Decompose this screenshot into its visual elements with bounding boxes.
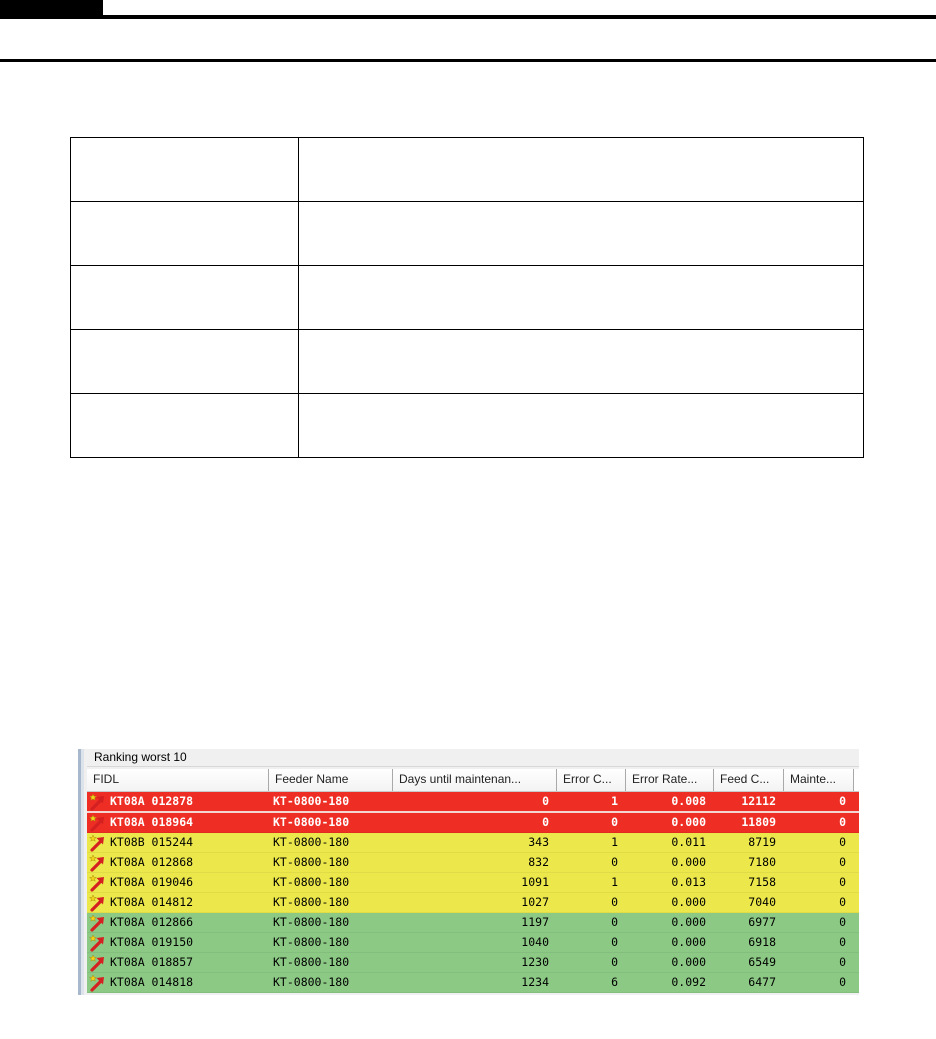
spec-row [71, 138, 864, 202]
table-row[interactable] [87, 833, 859, 853]
spec-label-cell [71, 394, 299, 458]
table-row[interactable] [87, 853, 859, 873]
fidl-cell [87, 853, 269, 872]
column-header-maintenance[interactable]: Mainte... [784, 769, 854, 791]
error-rate-cell: 0.000 [671, 935, 706, 949]
maintenance-cell: 0 [839, 815, 846, 829]
error-rate-cell: 0.092 [671, 975, 706, 989]
spec-table [70, 137, 864, 458]
feed-count-cell: 7180 [748, 855, 776, 869]
fidl-cell [87, 973, 269, 992]
table-row[interactable] [87, 792, 859, 813]
feeder-arrow-icon [89, 834, 107, 852]
panel-title: Ranking worst 10 [94, 750, 187, 764]
feed-count-cell: 6977 [748, 915, 776, 929]
maintenance-cell: 0 [839, 855, 846, 869]
column-header-days-until-maintenance[interactable]: Days until maintenan... [393, 769, 557, 791]
days-until-maintenance-cell: 0 [542, 815, 549, 829]
error-count-cell: 0 [611, 915, 618, 929]
feeder-arrow-icon [89, 914, 107, 932]
maintenance-cell: 0 [839, 935, 846, 949]
feeder-arrow-icon [89, 854, 107, 872]
days-until-maintenance-cell: 343 [528, 835, 549, 849]
feeder-name-cell: KT-0800-180 [273, 955, 350, 969]
maintenance-cell: 0 [839, 975, 846, 989]
spec-row [71, 266, 864, 330]
fidl-label: KT08A 018964 [110, 815, 194, 829]
days-until-maintenance-cell: 1197 [521, 915, 549, 929]
panel-divider [87, 766, 859, 767]
maintenance-cell: 0 [839, 915, 846, 929]
table-row[interactable] [87, 813, 859, 833]
feed-count-cell: 6918 [748, 935, 776, 949]
feeder-name-cell: KT-0800-180 [273, 855, 350, 869]
table-row[interactable] [87, 913, 859, 933]
feeder-name-cell: KT-0800-180 [273, 935, 350, 949]
fidl-label: KT08A 014818 [110, 975, 194, 989]
fidl-label: KT08A 018857 [110, 955, 194, 969]
fidl-cell [87, 833, 269, 852]
feed-count-cell: 11809 [741, 815, 776, 829]
section-rule [0, 59, 936, 62]
maintenance-cell: 0 [839, 955, 846, 969]
feeder-name-cell: KT-0800-180 [273, 835, 350, 849]
spec-row [71, 330, 864, 394]
spec-row [71, 202, 864, 266]
column-header-feeder-name[interactable]: Feeder Name [269, 769, 393, 791]
error-rate-cell: 0.013 [671, 875, 706, 889]
feed-count-cell: 6477 [748, 975, 776, 989]
spec-label-cell [71, 266, 299, 330]
fidl-label: KT08B 015244 [110, 835, 194, 849]
fidl-label: KT08A 019150 [110, 935, 194, 949]
table-row[interactable] [87, 953, 859, 973]
error-count-cell: 0 [611, 855, 618, 869]
feeder-arrow-icon [89, 954, 107, 972]
grid-header [87, 769, 859, 792]
feeder-arrow-icon [89, 974, 107, 992]
feed-count-cell: 6549 [748, 955, 776, 969]
error-rate-cell: 0.000 [671, 915, 706, 929]
fidl-cell [87, 933, 269, 952]
fidl-label: KT08A 012878 [110, 794, 194, 808]
column-header-error-count[interactable]: Error C... [557, 769, 626, 791]
error-count-cell: 1 [611, 835, 618, 849]
days-until-maintenance-cell: 1040 [521, 935, 549, 949]
days-until-maintenance-cell: 1234 [521, 975, 549, 989]
header-tab-block [0, 0, 103, 16]
days-until-maintenance-cell: 1091 [521, 875, 549, 889]
fidl-label: KT08A 012866 [110, 915, 194, 929]
error-count-cell: 6 [611, 975, 618, 989]
error-count-cell: 1 [611, 875, 618, 889]
fidl-cell [87, 873, 269, 892]
error-count-cell: 0 [611, 935, 618, 949]
maintenance-cell: 0 [839, 875, 846, 889]
error-rate-cell: 0.000 [671, 895, 706, 909]
error-rate-cell: 0.000 [671, 815, 706, 829]
spec-value-cell [299, 202, 864, 266]
panel-splitter[interactable] [78, 749, 87, 995]
days-until-maintenance-cell: 1230 [521, 955, 549, 969]
feeder-arrow-icon [89, 934, 107, 952]
feeder-name-cell: KT-0800-180 [273, 875, 350, 889]
grid-body [87, 792, 859, 993]
maintenance-cell: 0 [839, 835, 846, 849]
feeder-name-cell: KT-0800-180 [273, 975, 350, 989]
error-count-cell: 1 [611, 794, 618, 808]
table-row[interactable] [87, 973, 859, 993]
fidl-cell [87, 893, 269, 912]
table-row[interactable] [87, 893, 859, 913]
feeder-arrow-icon [89, 894, 107, 912]
header-rule [0, 15, 936, 19]
ranking-grid [87, 769, 859, 993]
fidl-cell [87, 792, 269, 811]
ranking-panel [78, 749, 859, 995]
table-row[interactable] [87, 933, 859, 953]
column-header-error-rate[interactable]: Error Rate... [626, 769, 714, 791]
error-count-cell: 0 [611, 895, 618, 909]
feeder-arrow-icon [89, 793, 107, 811]
fidl-cell [87, 953, 269, 972]
days-until-maintenance-cell: 832 [528, 855, 549, 869]
column-header-feed-count[interactable]: Feed C... [714, 769, 784, 791]
fidl-cell [87, 913, 269, 932]
feeder-name-cell: KT-0800-180 [273, 895, 350, 909]
feed-count-cell: 7040 [748, 895, 776, 909]
days-until-maintenance-cell: 1027 [521, 895, 549, 909]
table-row[interactable] [87, 873, 859, 893]
fidl-label: KT08A 019046 [110, 875, 194, 889]
feed-count-cell: 7158 [748, 875, 776, 889]
error-rate-cell: 0.000 [671, 955, 706, 969]
spec-value-cell [299, 266, 864, 330]
spec-label-cell [71, 202, 299, 266]
spec-label-cell [71, 330, 299, 394]
days-until-maintenance-cell: 0 [542, 794, 549, 808]
fidl-cell [87, 813, 269, 832]
maintenance-cell: 0 [839, 895, 846, 909]
error-rate-cell: 0.011 [671, 835, 706, 849]
feeder-name-cell: KT-0800-180 [273, 815, 350, 829]
fidl-label: KT08A 012868 [110, 855, 194, 869]
spec-row [71, 394, 864, 458]
error-rate-cell: 0.008 [671, 794, 706, 808]
feed-count-cell: 8719 [748, 835, 776, 849]
spec-label-cell [71, 138, 299, 202]
feeder-arrow-icon [89, 874, 107, 892]
feeder-name-cell: KT-0800-180 [273, 915, 350, 929]
maintenance-cell: 0 [839, 794, 846, 808]
column-header-fidl[interactable]: FIDL [87, 769, 269, 791]
error-count-cell: 0 [611, 955, 618, 969]
feed-count-cell: 12112 [741, 794, 776, 808]
error-rate-cell: 0.000 [671, 855, 706, 869]
spec-value-cell [299, 330, 864, 394]
fidl-label: KT08A 014812 [110, 895, 194, 909]
spec-value-cell [299, 394, 864, 458]
spec-value-cell [299, 138, 864, 202]
feeder-name-cell: KT-0800-180 [273, 794, 350, 808]
error-count-cell: 0 [611, 815, 618, 829]
feeder-arrow-icon [89, 814, 107, 832]
